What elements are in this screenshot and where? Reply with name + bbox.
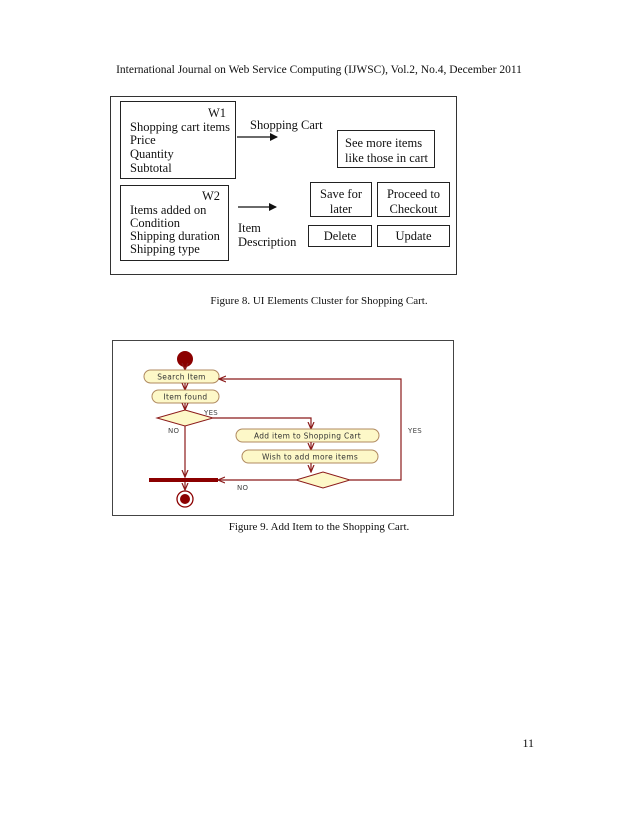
button-label: Save for <box>320 187 362 201</box>
figure-9-caption: Figure 9. Add Item to the Shopping Cart. <box>228 521 410 533</box>
no-label: NO <box>168 427 180 435</box>
journal-header: International Journal on Web Service Computing (IJWSC), Vol.2, No.4, December 2011 <box>116 64 522 76</box>
button-label: Proceed to <box>386 187 441 201</box>
wish-more-text: Wish to add more items <box>261 452 359 462</box>
w2-item: Shipping type <box>130 242 200 256</box>
item-description-line: Description <box>238 235 297 249</box>
see-more-line: See more items <box>345 136 423 150</box>
button-label: Delete <box>323 229 357 243</box>
activity-diagram <box>113 341 453 515</box>
item-description-line: Item <box>238 221 261 235</box>
w2-item: Items added on <box>130 203 207 217</box>
item-found-text: Item found <box>163 392 208 402</box>
w1-item: Quantity <box>130 147 174 161</box>
w1-title: W1 <box>208 106 227 120</box>
w2-item: Shipping duration <box>130 229 220 243</box>
button-label: Update <box>395 229 432 243</box>
no-label: NO <box>237 484 249 492</box>
add-item-text: Add item to Shopping Cart <box>253 431 362 441</box>
decision-node <box>296 472 350 488</box>
button-label: later <box>329 202 353 216</box>
w2-item: Condition <box>130 216 181 230</box>
shopping-cart-label: Shopping Cart <box>250 118 323 132</box>
w2-title: W2 <box>202 189 221 203</box>
yes-label: YES <box>408 427 423 435</box>
w1-item: Shopping cart items <box>130 120 230 134</box>
figure-8-caption: Figure 8. UI Elements Cluster for Shopping Cart. <box>210 295 428 307</box>
join-bar <box>149 478 218 482</box>
figure-8-arrows <box>111 97 456 274</box>
search-item-text: Search Item <box>157 372 206 382</box>
figure-8-ui-cluster <box>110 96 457 275</box>
yes-label: YES <box>204 409 219 417</box>
start-node <box>177 351 193 367</box>
w1-item: Subtotal <box>130 161 172 175</box>
w1-item: Price <box>130 133 156 147</box>
see-more-line: like those in cart <box>345 151 428 165</box>
page-number: 11 <box>522 736 534 750</box>
figure-9-activity-diagram <box>112 340 454 516</box>
button-label: Checkout <box>389 202 438 216</box>
